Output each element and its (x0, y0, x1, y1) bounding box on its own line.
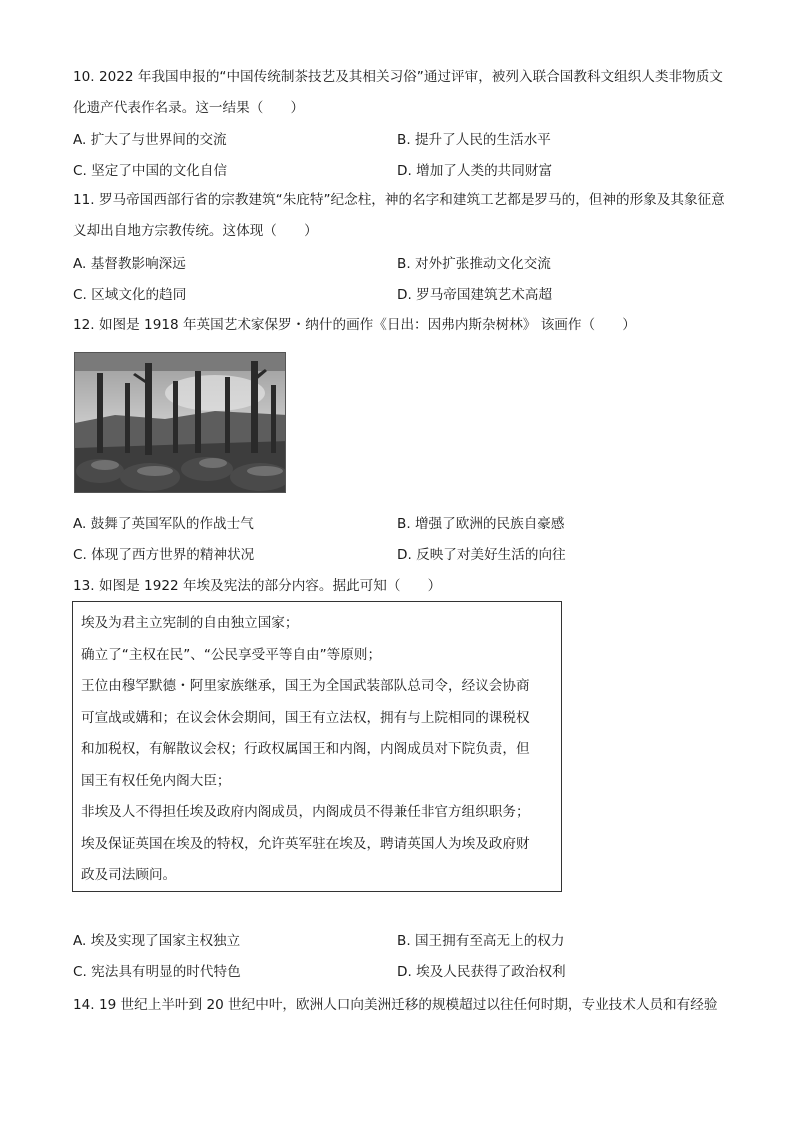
excerpt-line: 埃及保证英国在埃及的特权，允许英军驻在埃及，聘请英国人为埃及政府财 (81, 835, 530, 852)
q13-stem: 13. 如图是 1922 年埃及宪法的部分内容。据此可知（ ） (73, 578, 442, 594)
q11-option-d: D. 罗马帝国建筑艺术高超 (397, 287, 553, 303)
q10-option-d: D. 增加了人类的共同财富 (397, 163, 553, 179)
painting-image (74, 352, 286, 493)
constitution-excerpt-box (72, 601, 562, 892)
q12-option-d: D. 反映了对美好生活的向往 (397, 547, 566, 563)
excerpt-line: 可宣战或媾和；在议会休会期间，国王有立法权，拥有与上院相同的课税权 (81, 709, 530, 726)
q11-stem: 11. 罗马帝国西部行省的宗教建筑“朱庇特”纪念柱，神的名字和建筑工艺都是罗马的，但神的形象及其象征意义却出自地方宗教传统。这体现（ ） (73, 192, 725, 239)
q11-option-c: C. 区域文化的趋同 (73, 287, 187, 303)
q12-stem: 12. 如图是 1918 年英国艺术家保罗・纳什的画作《日出：因弗内斯杂树林》 该画作（ ） (73, 317, 636, 333)
q10-option-a: A. 扩大了与世界间的交流 (73, 132, 227, 148)
q11-option-b: B. 对外扩张推动文化交流 (397, 256, 551, 272)
excerpt-line: 政及司法顾问。 (81, 867, 177, 883)
painting-illustration (75, 353, 286, 493)
q10-stem: 10. 2022 年我国申报的“中国传统制茶技艺及其相关习俗”通过评审，被列入联合国教科文组织人类非物质文化遗产代表作名录。这一结果（ ） (73, 69, 723, 116)
q13-option-c: C. 宪法具有明显的时代特色 (73, 964, 241, 980)
excerpt-line: 非埃及人不得担任埃及政府内阁成员，内阁成员不得兼任非官方组织职务； (81, 804, 530, 820)
q10-option-c: C. 坚定了中国的文化自信 (73, 163, 228, 179)
q12-option-c: C. 体现了西方世界的精神状况 (73, 547, 255, 563)
excerpt-line: 埃及为君主立宪制的自由独立国家； (81, 615, 299, 631)
q12-option-b: B. 增强了欧洲的民族自豪感 (397, 516, 565, 532)
q12-option-a: A. 鼓舞了英国军队的作战士气 (73, 516, 254, 532)
q11-option-a: A. 基督教影响深远 (73, 256, 186, 272)
q13-option-d: D. 埃及人民获得了政治权利 (397, 964, 566, 980)
excerpt-line: 王位由穆罕默德・阿里家族继承，国王为全国武装部队总司令，经议会协商 (81, 678, 530, 694)
excerpt-line: 国王有权任免内阁大臣； (81, 772, 231, 789)
q13-option-a: A. 埃及实现了国家主权独立 (73, 933, 241, 949)
q13-option-b: B. 国王拥有至高无上的权力 (397, 933, 565, 949)
excerpt-line: 确立了“主权在民”、“公民享受平等自由”等原则； (81, 646, 382, 663)
excerpt-line: 和加税权，有解散议会权；行政权属国王和内阁，内阁成员对下院负责，但 (81, 741, 530, 757)
q10-option-b: B. 提升了人民的生活水平 (397, 132, 551, 148)
q14-stem: 14. 19 世纪上半叶到 20 世纪中叶，欧洲人口向美洲迁移的规模超过以往任何时期，专业技术人员和有经验 (73, 997, 718, 1013)
